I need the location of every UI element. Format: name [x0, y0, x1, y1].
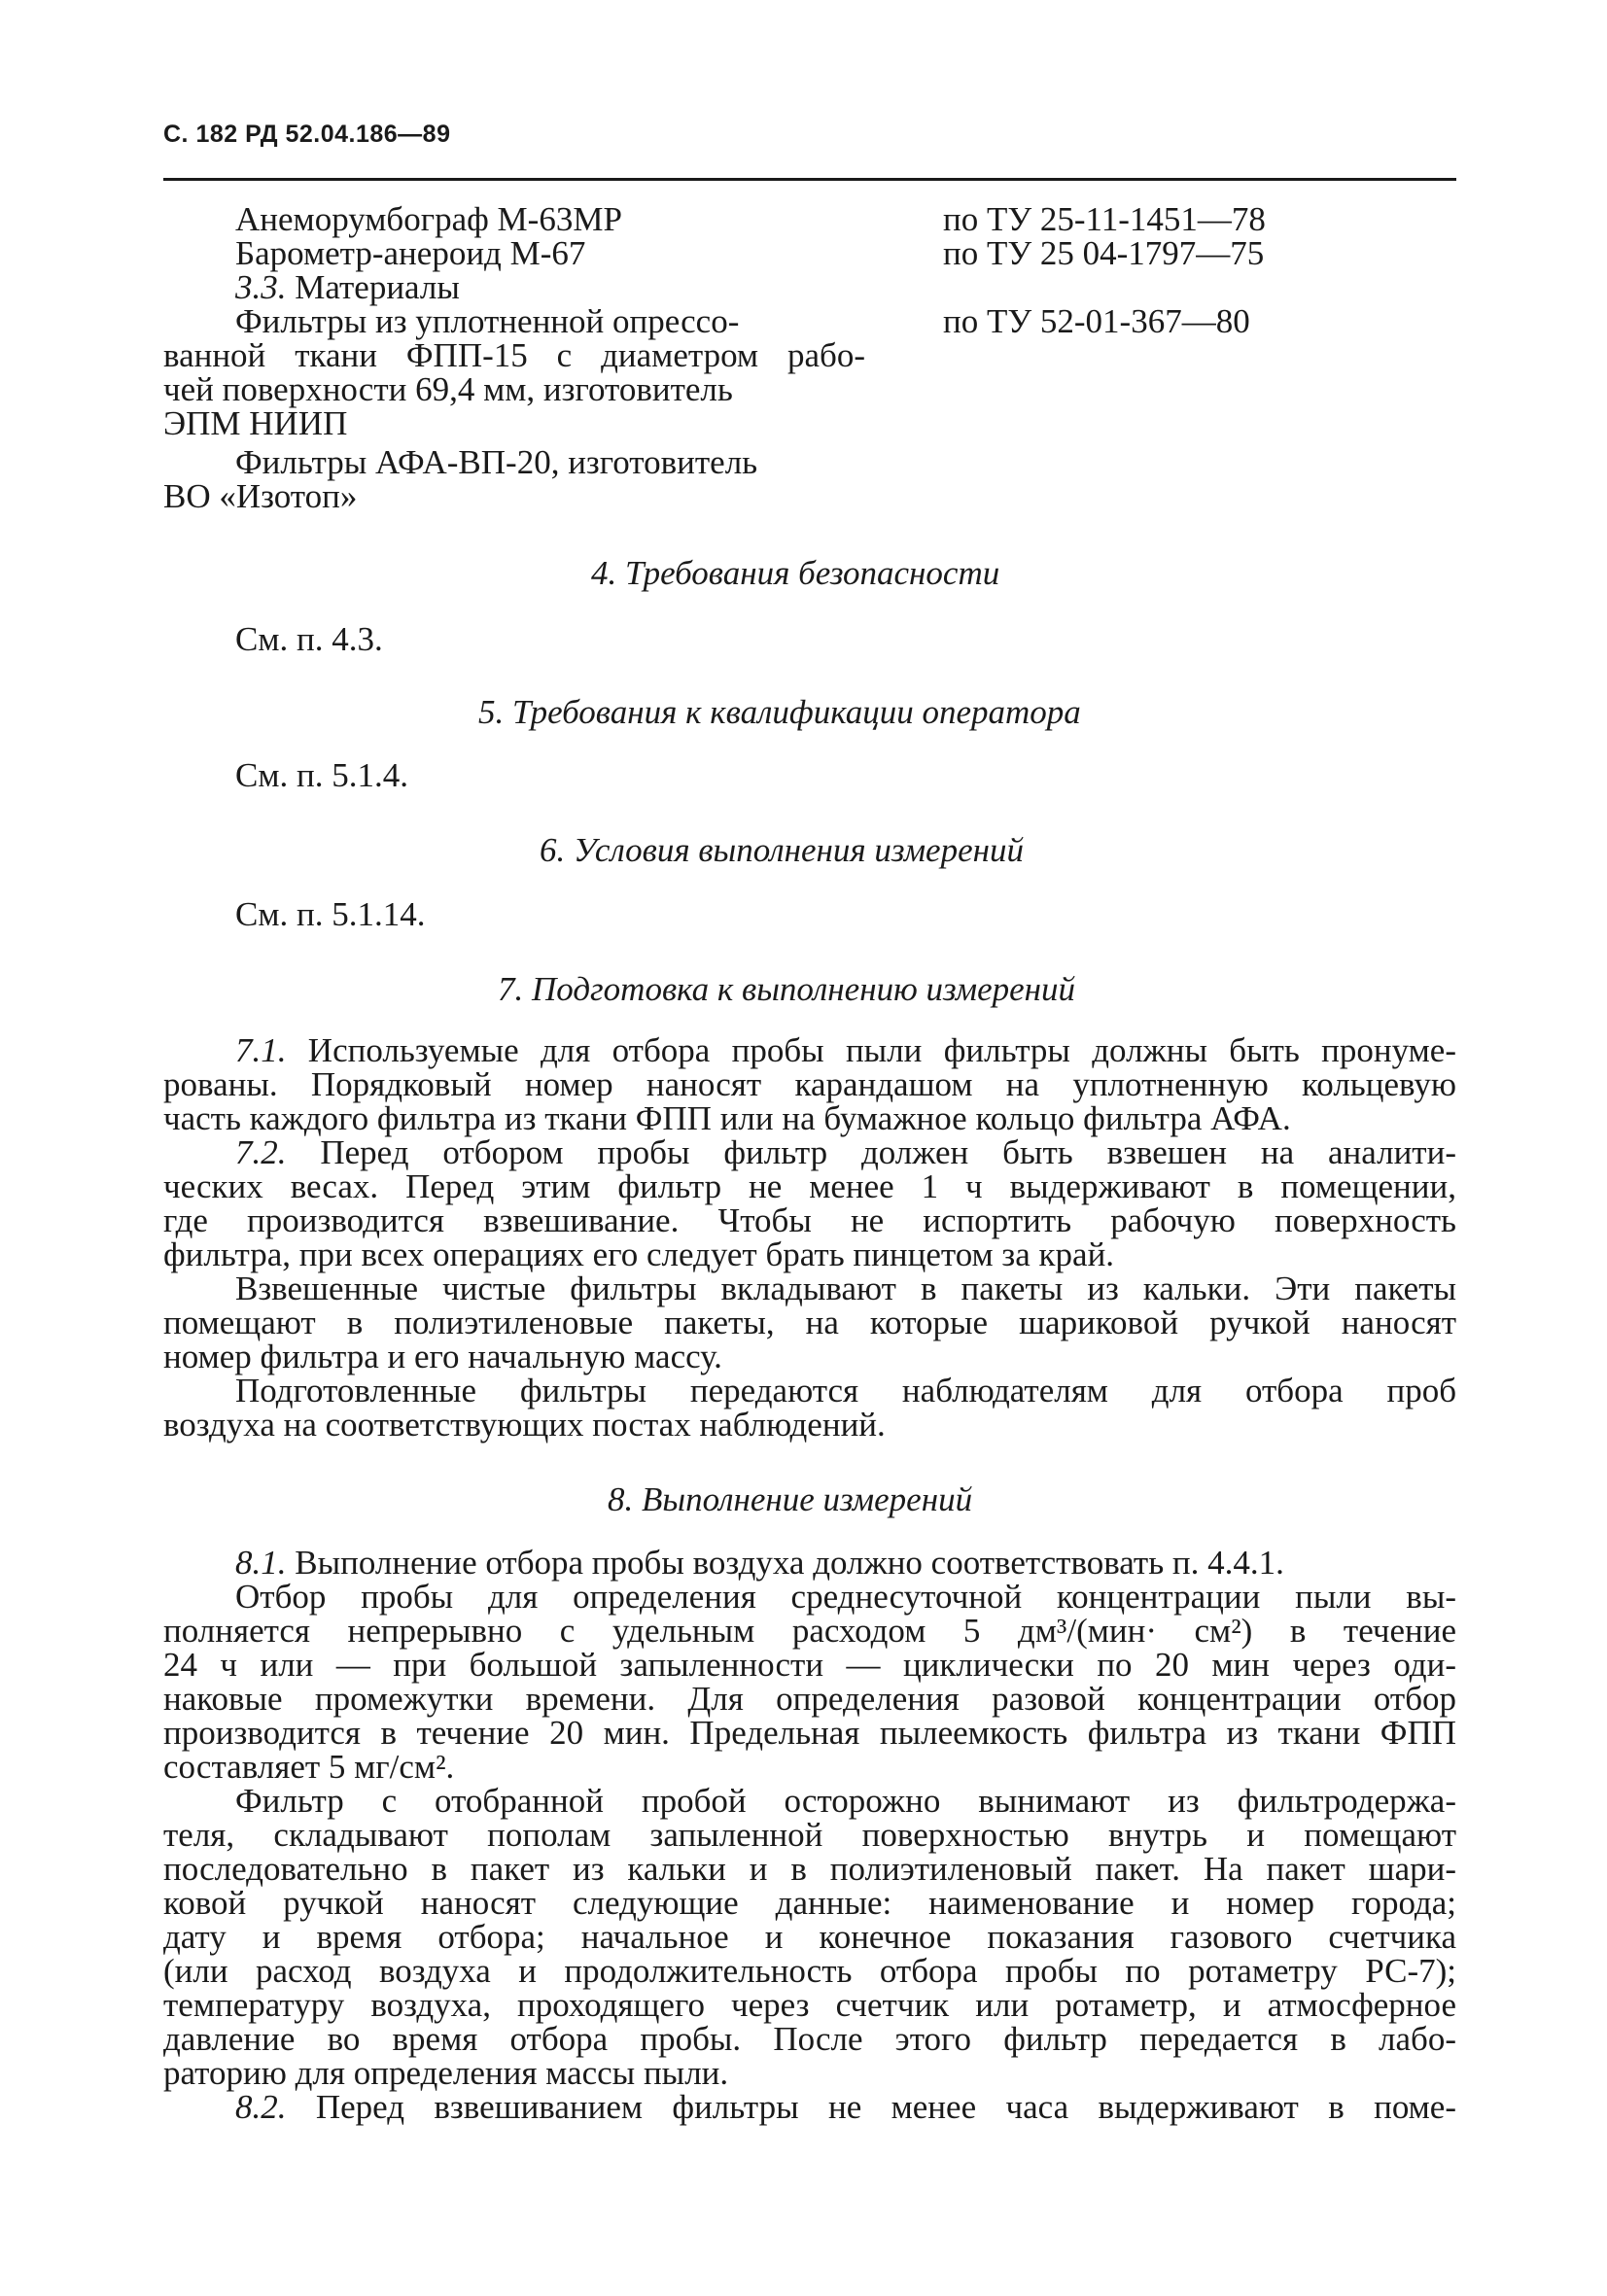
- paragraph-line: Подготовленные фильтры передаются наблюдателям для отбора проб: [235, 1372, 1456, 1409]
- paragraph-line: теля, складывают пополам запыленной поверхностью внутрь и помещают: [163, 1816, 1456, 1854]
- paragraph-line: Фильтр с отобранной пробой осторожно вынимают из фильтродержа-: [235, 1782, 1456, 1820]
- filter1-line-4: ЭПМ НИИП: [163, 404, 348, 442]
- paragraph-line: дату и время отбора; начальное и конечное показания газового счетчика: [163, 1918, 1456, 1956]
- equipment-spec-1: по ТУ 25-11-1451—78: [943, 200, 1266, 238]
- paragraph-line: рованы. Порядковый номер наносят карандашом на уплотненную кольцевую: [163, 1065, 1456, 1103]
- section-6-heading: 6. Условия выполнения измерений: [540, 831, 1024, 869]
- paragraph-line: давление во время отбора пробы. После этого фильтр передается в лабо-: [163, 2020, 1456, 2058]
- section-5-heading: 5. Требования к квалификации оператора: [478, 693, 1081, 731]
- equipment-name-1: Анеморумбограф М-63МР: [235, 200, 622, 238]
- materials-number: 3.3.: [235, 268, 287, 306]
- paragraph-line: Отбор пробы для определения среднесуточной концентрации пыли вы-: [235, 1578, 1456, 1616]
- paragraph-line: где производится взвешивание. Чтобы не испортить рабочую поверхность: [163, 1201, 1456, 1239]
- filter1-line-3: чей поверхности 69,4 мм, изготовитель: [163, 370, 733, 408]
- filter1-line-2: ванной ткани ФПП-15 с диаметром рабо-: [163, 336, 865, 374]
- equipment-spec-2: по ТУ 25 04-1797—75: [943, 234, 1265, 272]
- section-4-heading: 4. Требования безопасности: [591, 554, 1000, 592]
- paragraph-7-1: [163, 1033, 1456, 1135]
- paragraph-line: фильтра, при всех операциях его следует брать пинцетом за край.: [163, 1235, 1115, 1273]
- line-text: Выполнение отбора пробы воздуха должно соответствовать п. 4.4.1.: [286, 1544, 1284, 1582]
- section-4-text: См. п. 4.3.: [235, 620, 383, 658]
- section-6-text: См. п. 5.1.14.: [235, 895, 426, 933]
- paragraph-line: наковые промежутки времени. Для определения разовой концентрации отбор: [163, 1680, 1456, 1718]
- paragraph-7-2: [163, 1135, 1456, 1271]
- paragraph-line: последовательно в пакет из кальки и в полиэтиленовый пакет. На пакет шари-: [163, 1850, 1456, 1888]
- paragraph-line: [163, 1033, 1456, 1067]
- paragraph-7-4: [163, 1374, 1456, 1442]
- clause-number: 7.1.: [235, 1031, 287, 1069]
- paragraph-line: часть каждого фильтра из ткани ФПП или на бумажное кольцо фильтра АФА.: [163, 1099, 1291, 1137]
- paragraph-line: [163, 1135, 1456, 1169]
- clause-number: 8.2.: [235, 2088, 287, 2126]
- clause-number: 8.1.: [235, 1544, 287, 1582]
- paragraph-line: полняется непрерывно с удельным расходом 5 дм³/(мин· см²) в течение: [163, 1612, 1456, 1650]
- filter2-line-1: Фильтры АФА-ВП-20, изготовитель: [235, 443, 758, 481]
- paragraph-line: номер фильтра и его начальную массу.: [163, 1338, 722, 1375]
- paragraph-line: воздуха на соответствующих постах наблюдений.: [163, 1406, 886, 1444]
- section-8-heading: 8. Выполнение измерений: [608, 1480, 973, 1518]
- filter2-line-2: ВО «Изотоп»: [163, 477, 358, 515]
- filter1-line-1: Фильтры из уплотненной опрессо-: [235, 302, 740, 340]
- paragraph-line: помещают в полиэтиленовые пакеты, на которые шариковой ручкой наносят: [163, 1304, 1456, 1341]
- paragraph-7-3: [163, 1271, 1456, 1374]
- paragraph-line: ческих весах. Перед этим фильтр не менее 1 ч выдерживают в помещении,: [163, 1167, 1456, 1205]
- paragraph-line: ковой ручкой наносят следующие данные: наименование и номер города;: [163, 1884, 1456, 1922]
- paragraph-8-1-sampling: [163, 1580, 1456, 1784]
- paragraph-line: [163, 1546, 1456, 1580]
- running-header: С. 182 РД 52.04.186—89: [163, 121, 451, 148]
- materials-heading: [235, 270, 460, 304]
- equipment-name-2: Барометр-анероид М-67: [235, 234, 586, 272]
- header-rule: [163, 178, 1456, 181]
- line-text: Перед взвешиванием фильтры не менее часа выдерживают в поме-: [286, 2088, 1456, 2126]
- paragraph-line: составляет 5 мг/см².: [163, 1748, 455, 1786]
- filter1-spec: по ТУ 52-01-367—80: [943, 302, 1250, 340]
- paragraph-8-1-handling: [163, 1784, 1456, 2090]
- line-text: Используемые для отбора пробы пыли фильтры должны быть пронуме-: [286, 1031, 1456, 1069]
- paragraph-line: раторию для определения массы пыли.: [163, 2054, 729, 2092]
- paragraph-line: температуру воздуха, проходящего через счетчик или ротаметр, и атмосферное: [163, 1986, 1456, 2024]
- clause-number: 7.2.: [235, 1133, 287, 1171]
- materials-label: Материалы: [286, 268, 460, 306]
- section-7-heading: 7. Подготовка к выполнению измерений: [498, 970, 1076, 1008]
- paragraph-line: (или расход воздуха и продолжительность отбора пробы по ротаметру РС-7);: [163, 1952, 1456, 1990]
- paragraph-line: производится в течение 20 мин. Предельная пылеемкость фильтра из ткани ФПП: [163, 1714, 1456, 1752]
- line-text: Перед отбором пробы фильтр должен быть взвешен на аналити-: [286, 1133, 1456, 1171]
- section-5-text: См. п. 5.1.4.: [235, 756, 408, 794]
- paragraph-line: [163, 2090, 1456, 2124]
- paragraph-8-2: [163, 2090, 1456, 2124]
- paragraph-8-1: [163, 1546, 1456, 1580]
- paragraph-line: Взвешенные чистые фильтры вкладывают в пакеты из кальки. Эти пакеты: [235, 1270, 1456, 1307]
- paragraph-line: 24 ч или — при большой запыленности — циклически по 20 мин через оди-: [163, 1646, 1456, 1684]
